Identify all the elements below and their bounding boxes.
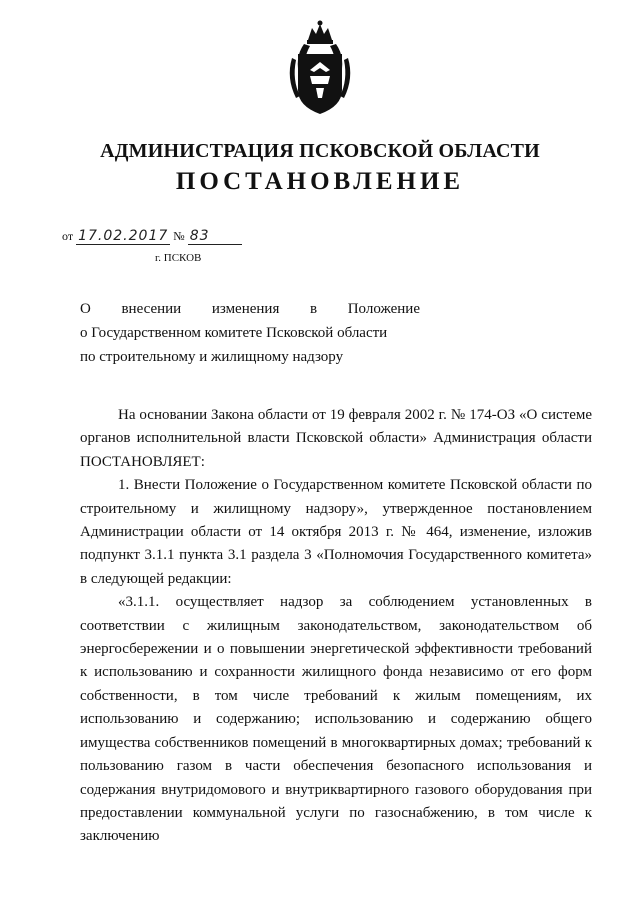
date-number-line <box>62 228 282 248</box>
document-body <box>80 404 592 849</box>
body-paragraph-1: На основании Закона области от 19 февраля 2002 г. № 174-ОЗ «О системе органов исполнительной власти Псковской области» Администрация области ПОСТАНОВЛЯЕТ: <box>80 407 592 470</box>
number-label: № <box>173 229 185 243</box>
document-type-title: ПОСТАНОВЛЕНИЕ <box>175 168 465 195</box>
document-subject <box>80 297 420 369</box>
handwritten-date: 17.02.2017 <box>78 228 169 244</box>
subject-line-1: О внесении изменения в Положение <box>80 301 420 317</box>
body-paragraph-2: 1. Внести Положение о Государственном комитете Псковской области по строительному и жилищному надзору», утвержденное постановлением Администрации области от 14 октября 2013 г. № 464, изменение, изложив подпункт 3.1.1 пункта 3.1 раздела 3 «Полномочия Государственного комитета» в следующей редакции: <box>80 477 592 587</box>
body-paragraph-3: «3.1.1. осуществляет надзор за соблюдением установленных в соответствии с жилищным законодательством, законодательством об энергосбережении и о повышении энергетической эффективности требований к использованию и сохранности жилищного фонда независимо от его форм собственности, в том числе требований к жилым помещениям, их использованию и содержанию; использованию и содержанию общего имущества собственников помещений в многоквартирных домах; требований к пользованию газом в части обеспечения безопасного использования и содержания внутридомового и внутриквартирного газового оборудования при предоставлении коммунальной услуги по газоснабжению, в том числе к заключению <box>80 594 592 845</box>
pskov-coat-of-arms-icon <box>280 18 360 118</box>
date-prefix: от <box>62 229 74 243</box>
date-field <box>76 228 170 245</box>
organization-title: АДМИНИСТРАЦИЯ ПСКОВСКОЙ ОБЛАСТИ <box>100 140 540 162</box>
subject-line-2: о Государственном комитете Псковской области <box>80 325 388 341</box>
subject-line-3: по строительному и жилищному надзору <box>80 349 344 365</box>
handwritten-number: 83 <box>189 228 210 244</box>
number-field <box>188 228 242 245</box>
city-label: г. ПСКОВ <box>155 252 202 264</box>
